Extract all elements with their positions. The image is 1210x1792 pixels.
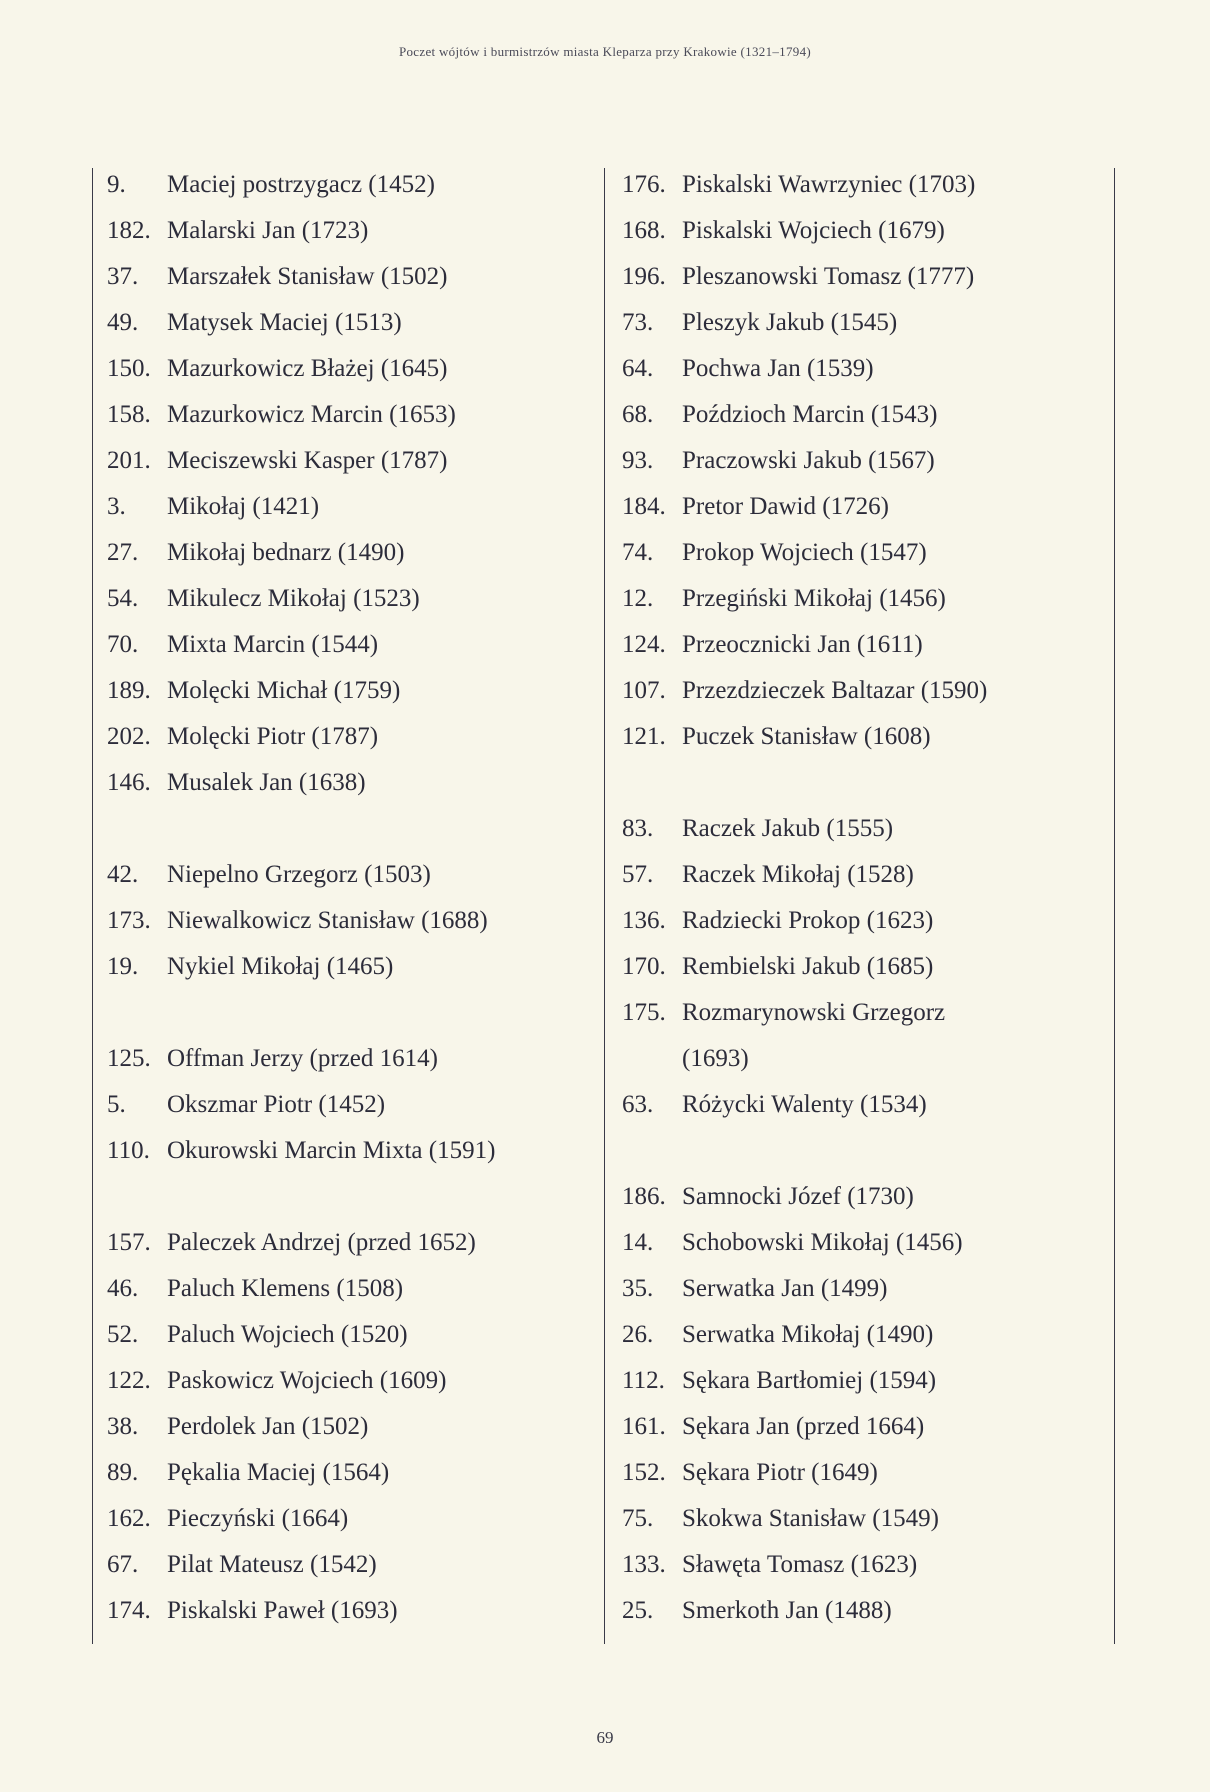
- entry-name: Piskalski Wawrzyniec (1703): [682, 171, 976, 198]
- letter-group-spacer: [107, 806, 587, 852]
- index-entry: [107, 1450, 587, 1496]
- index-entry: [107, 1404, 587, 1450]
- entry-name: Okurowski Marcin Mixta (1591): [167, 1137, 496, 1164]
- entry-name: Radziecki Prokop (1623): [682, 907, 934, 934]
- index-entry: [107, 1036, 587, 1082]
- entry-number: 74.: [622, 539, 654, 566]
- left-index-column: [107, 162, 587, 1634]
- entry-name: Mixta Marcin (1544): [167, 631, 379, 658]
- entry-name: Offman Jerzy (przed 1614): [167, 1045, 438, 1072]
- entry-number: 136.: [622, 907, 666, 934]
- entry-number: 64.: [622, 355, 654, 382]
- entry-number: 25.: [622, 1597, 654, 1624]
- entry-name: Okszmar Piotr (1452): [167, 1091, 386, 1118]
- entry-name: Niewalkowicz Stanisław (1688): [167, 907, 488, 934]
- entry-name: Pleszanowski Tomasz (1777): [682, 263, 975, 290]
- entry-number: 146.: [107, 769, 151, 796]
- index-entry: [622, 806, 1102, 852]
- index-entry: [622, 944, 1102, 990]
- entry-number: 157.: [107, 1229, 151, 1256]
- entry-name: Paskowicz Wojciech (1609): [167, 1367, 447, 1394]
- entry-number: 3.: [107, 493, 126, 520]
- entry-name: Mikulecz Mikołaj (1523): [167, 585, 420, 612]
- entry-name: Serwatka Jan (1499): [682, 1275, 888, 1302]
- entry-name: Mikołaj bednarz (1490): [167, 539, 405, 566]
- entry-name-continuation: (1693): [682, 1045, 749, 1072]
- entry-number: 186.: [622, 1183, 666, 1210]
- entry-number: 150.: [107, 355, 151, 382]
- index-entry: [622, 346, 1102, 392]
- index-entry: [107, 714, 587, 760]
- entry-number: 52.: [107, 1321, 139, 1348]
- index-entry: [622, 1450, 1102, 1496]
- entry-name: Piskalski Paweł (1693): [167, 1597, 398, 1624]
- entry-name: Przezdzieczek Baltazar (1590): [682, 677, 988, 704]
- entry-number: 49.: [107, 309, 139, 336]
- page-number: 69: [596, 1728, 614, 1747]
- index-entry: [622, 530, 1102, 576]
- entry-name: Molęcki Piotr (1787): [167, 723, 379, 750]
- entry-name: Skokwa Stanisław (1549): [682, 1505, 939, 1532]
- index-entry: [622, 438, 1102, 484]
- entry-number: 63.: [622, 1091, 654, 1118]
- index-entry: [107, 254, 587, 300]
- entry-number: 70.: [107, 631, 139, 658]
- entry-name: Rembielski Jakub (1685): [682, 953, 934, 980]
- entry-name: Maciej postrzygacz (1452): [167, 171, 435, 198]
- index-entry: [622, 1496, 1102, 1542]
- entry-number: 27.: [107, 539, 139, 566]
- entry-number: 168.: [622, 217, 666, 244]
- entry-number: 189.: [107, 677, 151, 704]
- index-entry: [622, 622, 1102, 668]
- index-entry: [107, 1312, 587, 1358]
- letter-group-spacer: [622, 1128, 1102, 1174]
- entry-number: 14.: [622, 1229, 654, 1256]
- index-entry: [622, 1266, 1102, 1312]
- index-entry: [107, 852, 587, 898]
- entry-name: Pretor Dawid (1726): [682, 493, 889, 520]
- entry-name: Sławęta Tomasz (1623): [682, 1551, 918, 1578]
- index-entry: [107, 1082, 587, 1128]
- entry-number: 73.: [622, 309, 654, 336]
- index-entry: [107, 760, 587, 806]
- letter-group-spacer: [107, 990, 587, 1036]
- entry-name: Matysek Maciej (1513): [167, 309, 402, 336]
- running-header: Poczet wójtów i burmistrzów miasta Kleparza przy Krakowie (1321–1794): [398, 44, 812, 59]
- index-entry: [107, 1496, 587, 1542]
- entry-name: Raczek Mikołaj (1528): [682, 861, 914, 888]
- entry-number: 122.: [107, 1367, 151, 1394]
- entry-name: Smerkoth Jan (1488): [682, 1597, 892, 1624]
- index-entry: [622, 1174, 1102, 1220]
- entry-number: 162.: [107, 1505, 151, 1532]
- entry-name: Sękara Jan (przed 1664): [682, 1413, 925, 1440]
- index-entry: [622, 576, 1102, 622]
- entry-number: 38.: [107, 1413, 139, 1440]
- entry-number: 112.: [622, 1367, 665, 1394]
- entry-number: 161.: [622, 1413, 666, 1440]
- right-column-rule: [1114, 168, 1115, 1644]
- index-entry: [107, 622, 587, 668]
- entry-number: 83.: [622, 815, 654, 842]
- entry-name: Przeocznicki Jan (1611): [682, 631, 923, 658]
- index-entry: [107, 1542, 587, 1588]
- entry-number: 125.: [107, 1045, 151, 1072]
- index-entry: [622, 392, 1102, 438]
- letter-group-spacer: [622, 760, 1102, 806]
- index-entry: [622, 162, 1102, 208]
- entry-number: 176.: [622, 171, 666, 198]
- entry-number: 89.: [107, 1459, 139, 1486]
- right-index-column: [622, 162, 1102, 1634]
- entry-number: 93.: [622, 447, 654, 474]
- index-entry: [107, 668, 587, 714]
- entry-name: Puczek Stanisław (1608): [682, 723, 931, 750]
- index-entry: [622, 852, 1102, 898]
- entry-name: Paluch Klemens (1508): [167, 1275, 404, 1302]
- entry-number: 184.: [622, 493, 666, 520]
- index-entry: [107, 1266, 587, 1312]
- letter-group-spacer: [107, 1174, 587, 1220]
- entry-name: Pleszyk Jakub (1545): [682, 309, 898, 336]
- entry-number: 202.: [107, 723, 151, 750]
- index-entry: [107, 1358, 587, 1404]
- entry-name: Malarski Jan (1723): [167, 217, 369, 244]
- entry-number: 173.: [107, 907, 151, 934]
- entry-name: Musalek Jan (1638): [167, 769, 366, 796]
- entry-name: Serwatka Mikołaj (1490): [682, 1321, 934, 1348]
- index-entry: [622, 990, 1102, 1082]
- entry-number: 19.: [107, 953, 139, 980]
- entry-number: 182.: [107, 217, 151, 244]
- index-entry: [622, 668, 1102, 714]
- entry-name: Marszałek Stanisław (1502): [167, 263, 448, 290]
- entry-name: Rozmarynowski Grzegorz: [682, 999, 946, 1026]
- index-entry: [622, 1082, 1102, 1128]
- entry-number: 54.: [107, 585, 139, 612]
- index-entry: [622, 300, 1102, 346]
- entry-name: Sękara Bartłomiej (1594): [682, 1367, 937, 1394]
- entry-number: 121.: [622, 723, 666, 750]
- entry-number: 174.: [107, 1597, 151, 1624]
- entry-number: 158.: [107, 401, 151, 428]
- entry-number: 201.: [107, 447, 151, 474]
- index-entry: [622, 1588, 1102, 1634]
- entry-number: 175.: [622, 999, 666, 1026]
- entry-name: Mikołaj (1421): [167, 493, 320, 520]
- index-entry: [622, 1220, 1102, 1266]
- center-column-rule: [604, 168, 605, 1644]
- index-entry: [107, 944, 587, 990]
- index-entry: [622, 484, 1102, 530]
- index-entry: [107, 530, 587, 576]
- index-entry: [107, 346, 587, 392]
- entry-number: 133.: [622, 1551, 666, 1578]
- entry-number: 12.: [622, 585, 654, 612]
- index-entry: [622, 1358, 1102, 1404]
- entry-number: 75.: [622, 1505, 654, 1532]
- entry-number: 68.: [622, 401, 654, 428]
- entry-number: 196.: [622, 263, 666, 290]
- index-entry: [622, 1312, 1102, 1358]
- entry-number: 57.: [622, 861, 654, 888]
- index-entry: [622, 1404, 1102, 1450]
- index-entry: [107, 1220, 587, 1266]
- entry-number: 107.: [622, 677, 666, 704]
- entry-number: 35.: [622, 1275, 654, 1302]
- entry-number: 124.: [622, 631, 666, 658]
- entry-name: Meciszewski Kasper (1787): [167, 447, 448, 474]
- entry-number: 26.: [622, 1321, 654, 1348]
- entry-name: Mazurkowicz Marcin (1653): [167, 401, 456, 428]
- index-entry: [622, 714, 1102, 760]
- index-entry: [107, 484, 587, 530]
- index-entry: [622, 898, 1102, 944]
- entry-number: 170.: [622, 953, 666, 980]
- entry-name: Praczowski Jakub (1567): [682, 447, 935, 474]
- entry-name: Nykiel Mikołaj (1465): [167, 953, 394, 980]
- entry-name: Mazurkowicz Błażej (1645): [167, 355, 448, 382]
- entry-name: Paleczek Andrzej (przed 1652): [167, 1229, 476, 1256]
- index-entry: [107, 1128, 587, 1174]
- entry-name: Pochwa Jan (1539): [682, 355, 874, 382]
- entry-name: Poździoch Marcin (1543): [682, 401, 938, 428]
- index-entry: [622, 254, 1102, 300]
- entry-number: 37.: [107, 263, 139, 290]
- index-entry: [622, 1542, 1102, 1588]
- index-entry: [107, 208, 587, 254]
- entry-number: 42.: [107, 861, 139, 888]
- left-column-rule: [92, 168, 93, 1644]
- entry-number: 67.: [107, 1551, 139, 1578]
- index-entry: [107, 392, 587, 438]
- index-entry: [107, 438, 587, 484]
- index-entry: [107, 300, 587, 346]
- entry-name: Różycki Walenty (1534): [682, 1091, 927, 1118]
- index-entry: [107, 898, 587, 944]
- entry-name: Prokop Wojciech (1547): [682, 539, 927, 566]
- entry-name: Molęcki Michał (1759): [167, 677, 401, 704]
- entry-name: Przegiński Mikołaj (1456): [682, 585, 946, 612]
- entry-name: Pękalia Maciej (1564): [167, 1459, 390, 1486]
- entry-name: Raczek Jakub (1555): [682, 815, 894, 842]
- index-entry: [622, 208, 1102, 254]
- entry-name: Samnocki Józef (1730): [682, 1183, 914, 1210]
- entry-name: Pilat Mateusz (1542): [167, 1551, 377, 1578]
- entry-number: 110.: [107, 1137, 150, 1164]
- index-entry: [107, 1588, 587, 1634]
- entry-number: 152.: [622, 1459, 666, 1486]
- entry-name: Piskalski Wojciech (1679): [682, 217, 945, 244]
- entry-number: 5.: [107, 1091, 126, 1118]
- entry-number: 46.: [107, 1275, 139, 1302]
- entry-name: Niepelno Grzegorz (1503): [167, 861, 431, 888]
- entry-name: Sękara Piotr (1649): [682, 1459, 878, 1486]
- entry-name: Schobowski Mikołaj (1456): [682, 1229, 963, 1256]
- entry-name: Pieczyński (1664): [167, 1505, 349, 1532]
- entry-name: Perdolek Jan (1502): [167, 1413, 369, 1440]
- entry-number: 9.: [107, 171, 126, 198]
- entry-name: Paluch Wojciech (1520): [167, 1321, 408, 1348]
- index-entry: [107, 162, 587, 208]
- index-entry: [107, 576, 587, 622]
